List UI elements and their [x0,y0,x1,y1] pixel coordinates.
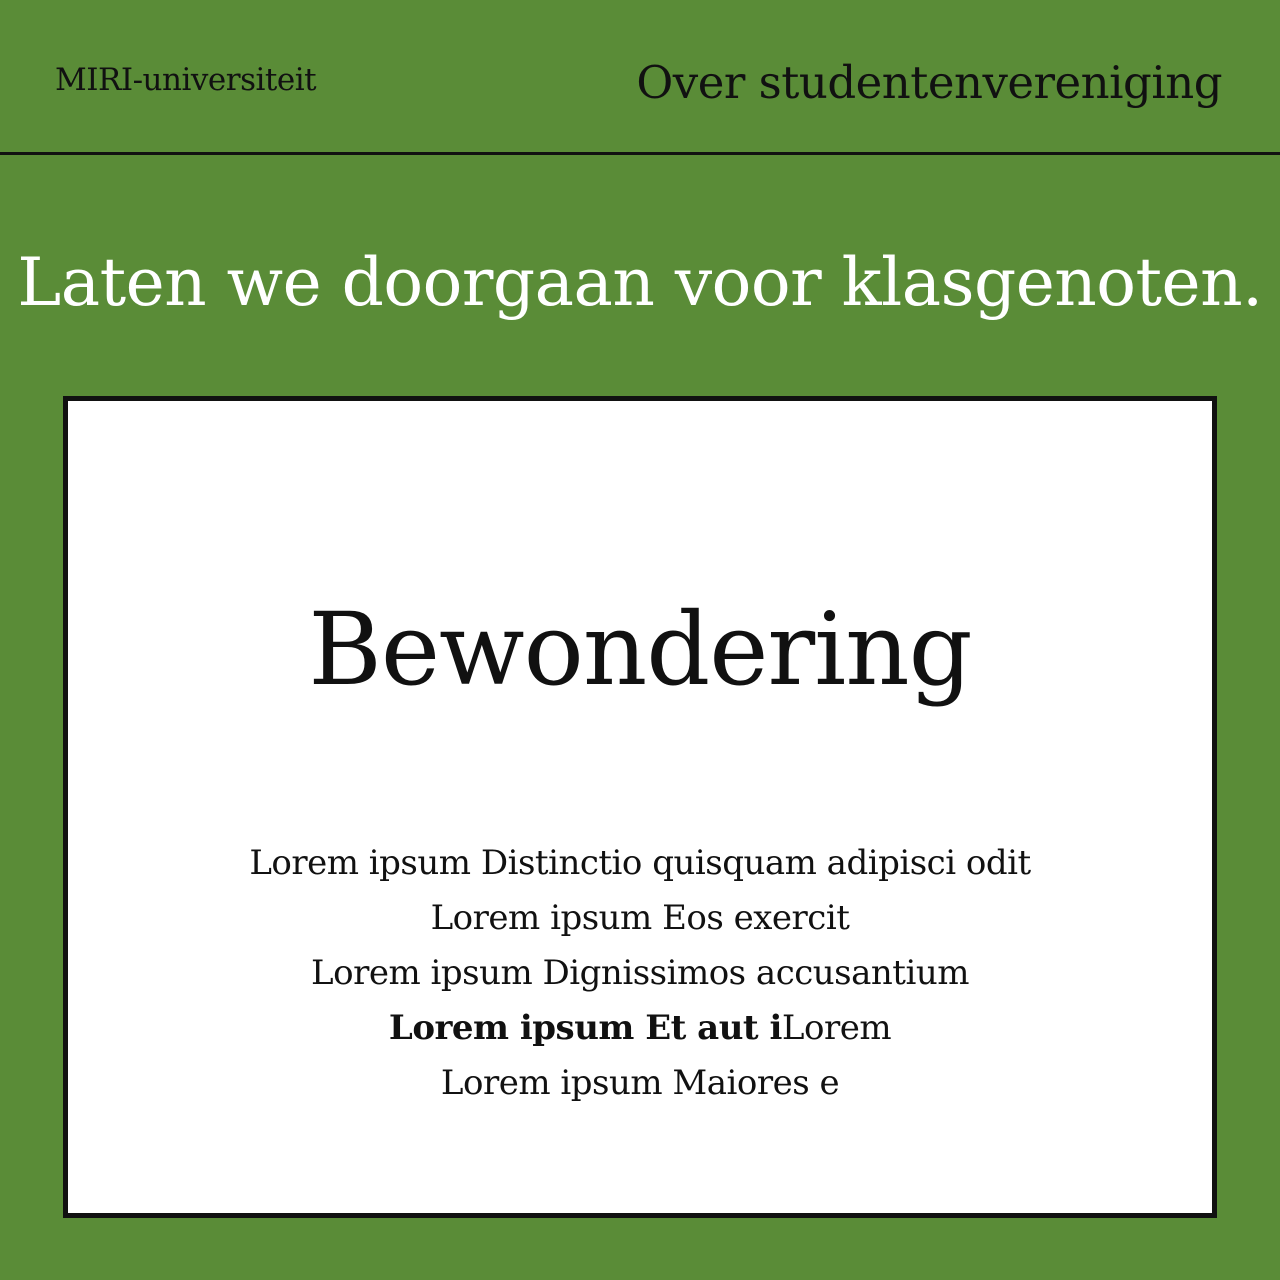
card-text-line: Lorem ipsum Eos exercit [430,898,850,938]
card-title: Bewondering [308,591,972,708]
card-text-regular-part: Lorem [781,1008,892,1048]
nav-link-over-studentenvereniging[interactable]: Over studentenvereniging [636,56,1222,109]
site-header [0,0,1280,155]
page-headline: Laten we doorgaan voor klasgenoten. [17,244,1263,321]
card-text-block [68,836,1212,1111]
content-card [63,396,1217,1218]
card-text-line-mixed [68,1001,1212,1056]
card-text-line: Lorem ipsum Maiores e [440,1063,840,1103]
card-text-bold-part: Lorem ipsum Et aut i [388,1008,782,1048]
card-text-line: Lorem ipsum Dignissimos accusantium [311,953,969,993]
brand-name[interactable]: MIRI-universiteit [55,62,317,98]
card-text-line: Lorem ipsum Distinctio quisquam adipisci odit [249,843,1031,883]
